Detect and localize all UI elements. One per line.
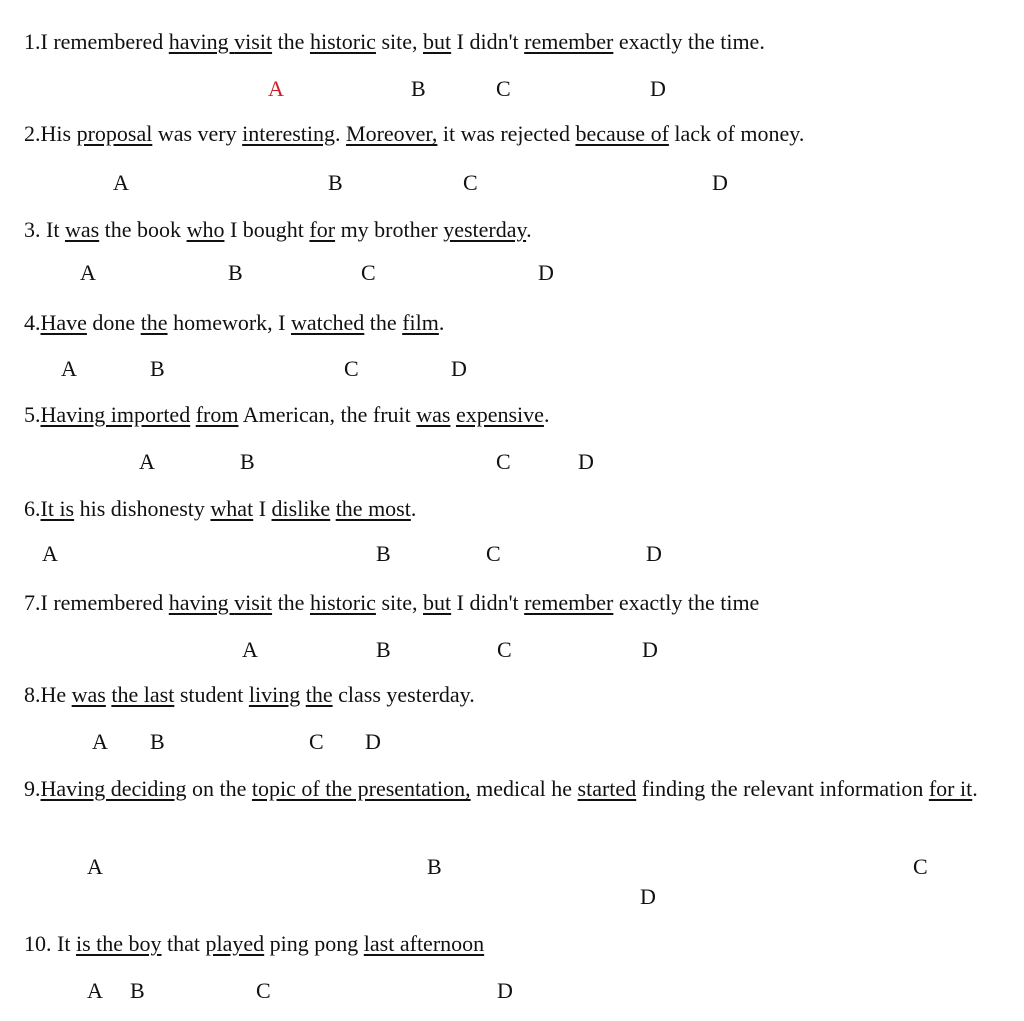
question-9-option-d: D <box>640 884 656 909</box>
question-9-option-a: A <box>87 854 103 879</box>
question-10-option-d: D <box>497 978 513 1003</box>
question-2-sentence: 2.His proposal was very interesting. Moreover, it was rejected because of lack of money. <box>24 121 805 146</box>
question-5-sentence: 5.Having imported from American, the fruit was expensive. <box>24 402 550 427</box>
question-1-option-d: D <box>650 76 666 101</box>
question-8-sentence: 8.He was the last student living the class yesterday. <box>24 682 475 707</box>
question-6-sentence: 6.It is his dishonesty what I dislike the most. <box>24 496 417 521</box>
question-9-option-b: B <box>427 854 442 879</box>
question-5-option-d: D <box>578 449 594 474</box>
question-1-option-b: B <box>411 76 426 101</box>
question-1-option-c: C <box>496 76 511 101</box>
question-3-option-d: D <box>538 260 554 285</box>
question-2-option-b: B <box>328 170 343 195</box>
question-7-option-b: B <box>376 637 391 662</box>
question-10-option-a: A <box>87 978 103 1003</box>
question-4-sentence: 4.Have done the homework, I watched the film. <box>24 310 445 335</box>
question-2-option-c: C <box>463 170 478 195</box>
question-6-option-c: C <box>486 541 501 566</box>
question-1-option-a: A <box>268 76 284 101</box>
question-7-option-a: A <box>242 637 258 662</box>
question-6-option-b: B <box>376 541 391 566</box>
question-3-option-a: A <box>80 260 96 285</box>
question-5-option-c: C <box>496 449 511 474</box>
question-10-option-b: B <box>130 978 145 1003</box>
question-7-sentence: 7.I remembered having visit the historic site, but I didn't remember exactly the time <box>24 590 760 615</box>
question-7-option-d: D <box>642 637 658 662</box>
question-9-sentence: 9.Having deciding on the topic of the presentation, medical he started finding the relevant information for it. <box>24 776 978 801</box>
question-10-sentence: 10. It is the boy that played ping pong last afternoon <box>24 931 485 956</box>
question-6-option-a: A <box>42 541 58 566</box>
question-8-option-b: B <box>150 729 165 754</box>
question-6-option-d: D <box>646 541 662 566</box>
question-4-option-d: D <box>451 356 467 381</box>
question-4-option-c: C <box>344 356 359 381</box>
question-8-option-d: D <box>365 729 381 754</box>
question-3-option-b: B <box>228 260 243 285</box>
question-4-option-b: B <box>150 356 165 381</box>
question-3-option-c: C <box>361 260 376 285</box>
question-2-option-d: D <box>712 170 728 195</box>
question-8-option-c: C <box>309 729 324 754</box>
question-7-option-c: C <box>497 637 512 662</box>
question-9-option-c: C <box>913 854 928 879</box>
question-4-option-a: A <box>61 356 77 381</box>
question-10-option-c: C <box>256 978 271 1003</box>
question-2-option-a: A <box>113 170 129 195</box>
question-3-sentence: 3. It was the book who I bought for my brother yesterday. <box>24 217 532 242</box>
question-1-sentence: 1.I remembered having visit the historic site, but I didn't remember exactly the time. <box>24 29 765 54</box>
question-5-option-b: B <box>240 449 255 474</box>
question-5-option-a: A <box>139 449 155 474</box>
question-8-option-a: A <box>92 729 108 754</box>
